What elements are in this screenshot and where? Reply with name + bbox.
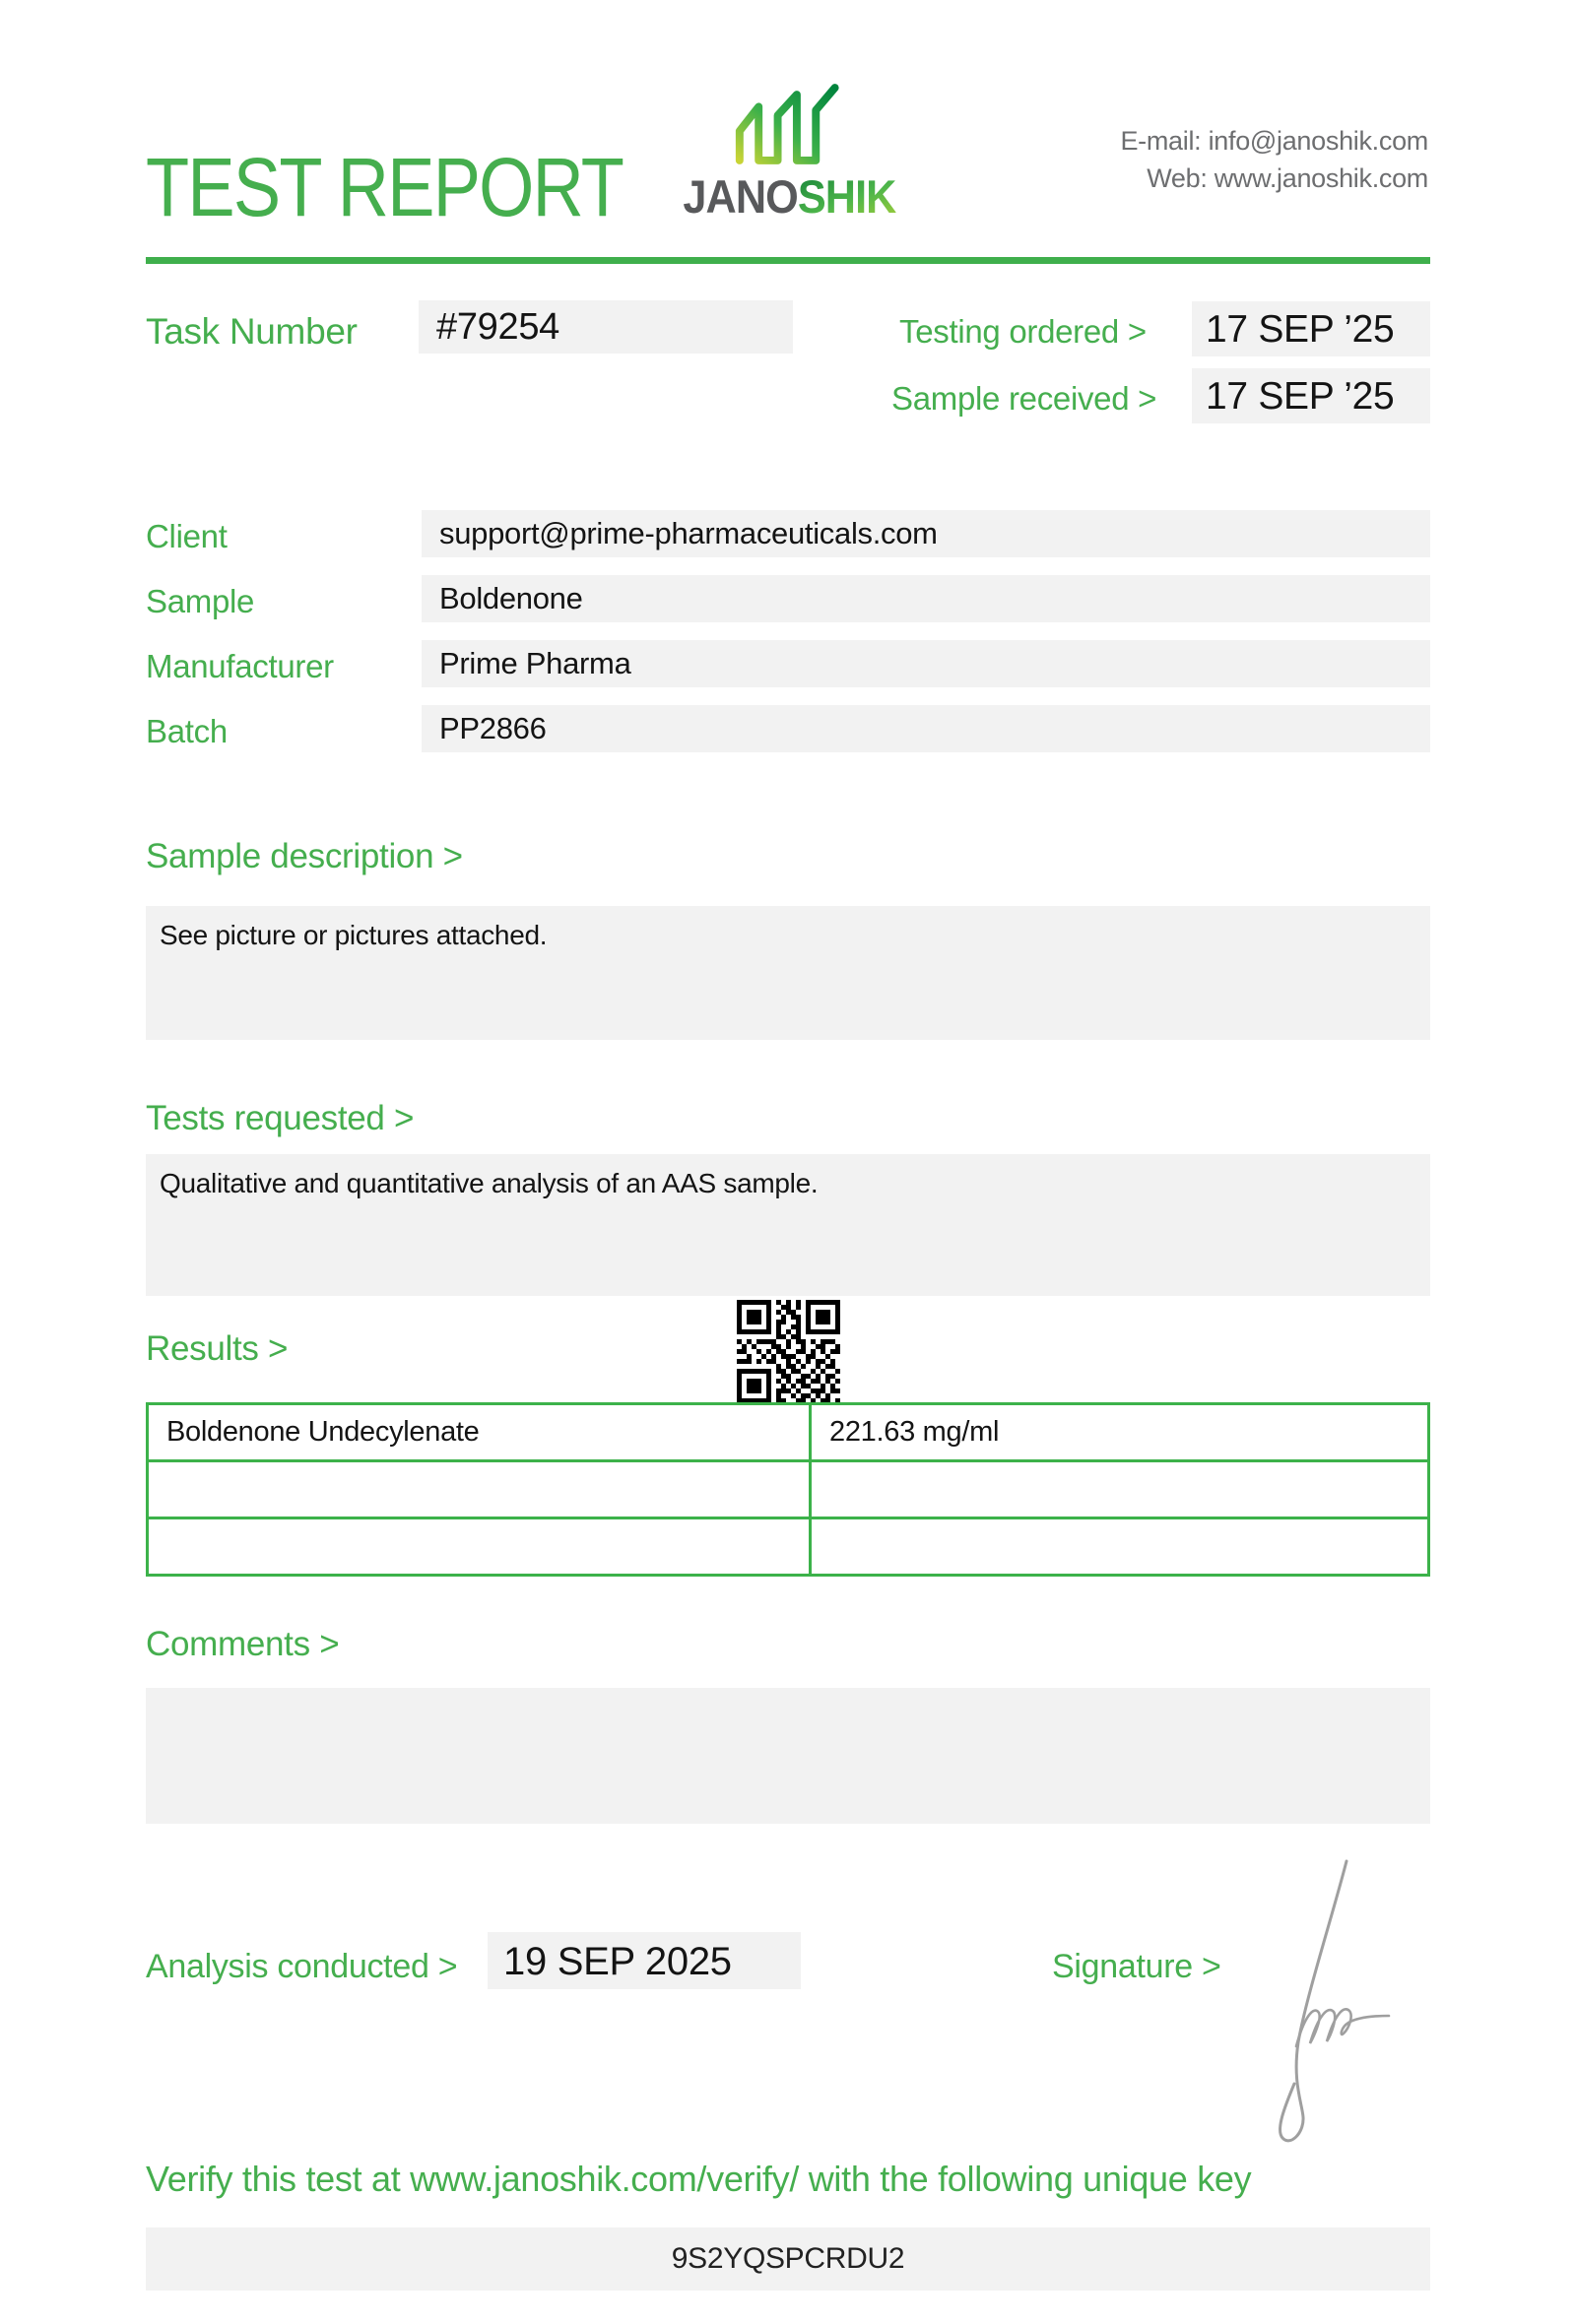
testing-ordered-box — [1192, 301, 1430, 356]
result-value: 221.63 mg/ml — [811, 1404, 1429, 1461]
comments-heading: Comments > — [146, 1625, 340, 1663]
verify-instruction: Verify this test at www.janoshik.com/verify/ with the following unique key — [146, 2159, 1252, 2199]
tests-requested-text: Qualitative and quantitative analysis of an AAS sample. — [160, 1168, 819, 1198]
task-number-box — [419, 300, 793, 354]
analysis-date-box — [488, 1932, 801, 1989]
chart-growth-icon — [731, 81, 847, 167]
testing-ordered-label: Testing ordered > — [899, 313, 1147, 350]
header-divider — [146, 257, 1430, 264]
sample-box — [422, 575, 1430, 622]
sample-description-text: See picture or pictures attached. — [160, 920, 548, 950]
result-value — [811, 1518, 1429, 1576]
page-title: TEST REPORT — [146, 141, 624, 233]
sample-received-label: Sample received > — [891, 380, 1157, 417]
web-line: Web: www.janoshik.com — [1147, 163, 1428, 193]
results-table — [146, 1402, 1430, 1577]
result-value — [811, 1461, 1429, 1518]
comments-box — [146, 1688, 1430, 1824]
manufacturer-label: Manufacturer — [146, 648, 334, 684]
sample-description-box — [146, 906, 1430, 1040]
manufacturer-box — [422, 640, 1430, 687]
logo-wordmark — [683, 169, 895, 224]
batch-value: PP2866 — [439, 711, 547, 745]
table-row — [148, 1404, 1429, 1461]
task-number-label: Task Number — [146, 311, 358, 352]
email-line: E-mail: info@janoshik.com — [1120, 126, 1428, 156]
sample-received-box — [1192, 368, 1430, 423]
analysis-conducted-label: Analysis conducted > — [146, 1948, 458, 1985]
manufacturer-value: Prime Pharma — [439, 646, 631, 680]
testing-ordered-date: 17 SEP ’25 — [1206, 308, 1395, 351]
results-heading: Results > — [146, 1329, 289, 1368]
tests-requested-box — [146, 1154, 1430, 1296]
client-label: Client — [146, 518, 228, 554]
client-value: support@prime-pharmaceuticals.com — [439, 516, 938, 550]
signature-label: Signature > — [1052, 1948, 1221, 1985]
sample-value: Boldenone — [439, 581, 583, 615]
janoshik-logo — [666, 81, 912, 224]
table-row — [148, 1461, 1429, 1518]
batch-box — [422, 705, 1430, 752]
result-analyte — [148, 1461, 811, 1518]
logo-text-jano: JANO — [682, 170, 798, 223]
qr-code — [737, 1300, 840, 1403]
analysis-date: 19 SEP 2025 — [503, 1940, 732, 1983]
sample-description-heading: Sample description > — [146, 837, 463, 875]
signature-scribble — [1251, 1849, 1448, 2155]
result-analyte — [148, 1518, 811, 1576]
verify-key: 9S2YQSPCRDU2 — [671, 2242, 905, 2275]
sample-label: Sample — [146, 583, 255, 619]
batch-label: Batch — [146, 713, 228, 749]
comments-text — [146, 1688, 1430, 1702]
contact-info — [1120, 122, 1428, 197]
client-box — [422, 510, 1430, 557]
sample-received-date: 17 SEP ’25 — [1206, 375, 1395, 418]
verify-key-box — [146, 2227, 1430, 2291]
tests-requested-heading: Tests requested > — [146, 1099, 415, 1137]
logo-text-shik: SHIK — [797, 170, 896, 223]
result-analyte: Boldenone Undecylenate — [148, 1404, 811, 1461]
task-number-value: #79254 — [436, 306, 560, 348]
table-row — [148, 1518, 1429, 1576]
